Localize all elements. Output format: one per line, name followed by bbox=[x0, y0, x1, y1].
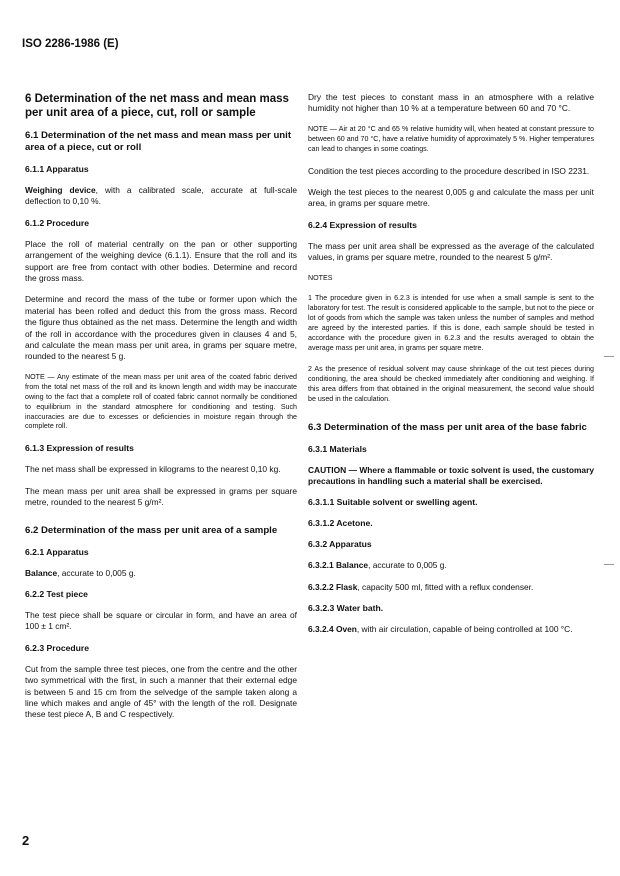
note-1: 1 The procedure given in 6.2.3 is intended for use when a small sample is sent to the laboratory for test. The result is considered applicable to the sample, but not to the piece or lot of goods from which the sample was taken unless the number of samples and method are agreed by the interested parties. If this is done, each sample should be tested in accordance with the procedure given in 6.2.3 and the results averaged to obtain the average mass per unit area, in grams per square metre. bbox=[308, 294, 594, 352]
notes-label: NOTES bbox=[308, 273, 333, 282]
balance-text: , accurate to 0,005 g. bbox=[57, 567, 136, 578]
document-header: ISO 2286-1986 (E) bbox=[22, 38, 119, 50]
item-6-3-2-2 bbox=[308, 582, 594, 593]
procedure-note: NOTE — Any estimate of the mean mass per unit area of the coated fabric derived from the total net mass of the roll and its known length and width may be inaccurate owing to the fact that a complete roll of coated fabric cannot normally be conditioned to equilibrium in the standard atmosphere for conditioning and testing. Such inaccuracies are due to excesses or deficiencies in moisture regain through the complete roll. bbox=[25, 372, 297, 431]
item-6-3-2-1-text: , accurate to 0,005 g. bbox=[368, 560, 447, 571]
balance-term: Balance bbox=[25, 567, 58, 578]
section-6-3-2-title: 6.3.2 Apparatus bbox=[308, 539, 372, 550]
section-6-2-1-title: 6.2.1 Apparatus bbox=[25, 546, 89, 557]
dry-paragraph: Dry the test pieces to constant mass in an atmosphere with a relative humidity not higher than 10 % at a temperature between 60 and 70 °C. bbox=[308, 92, 594, 114]
item-6-3-2-4-label: 6.3.2.4 Oven bbox=[308, 624, 357, 635]
item-6-3-2-2-text: , capacity 500 ml, fitted with a reflux condenser. bbox=[357, 581, 534, 592]
weighing-device-text: , with a calibrated scale, accurate at full-scale deflection to 0,10 %. bbox=[25, 185, 297, 207]
test-piece-paragraph: The test piece shall be square or circular in form, and have an area of 100 ± 1 cm². bbox=[25, 609, 297, 632]
condition-paragraph: Condition the test pieces according to the procedure described in ISO 2231. bbox=[308, 165, 590, 176]
item-6-3-2-1-label: 6.3.2.1 Balance bbox=[308, 560, 369, 571]
expression-paragraph: The mass per unit area shall be expressed as the average of the calculated values, in grams per square metre, rounded to the nearest 5 g/m². bbox=[308, 240, 594, 263]
weighing-device-paragraph bbox=[25, 185, 297, 208]
net-mass-paragraph: The net mass shall be expressed in kilograms to the nearest 0,10 kg. bbox=[25, 464, 281, 475]
item-6-3-2-3: 6.3.2.3 Water bath. bbox=[308, 603, 384, 614]
right-column bbox=[308, 92, 594, 646]
section-6-1-1-title: 6.1.1 Apparatus bbox=[25, 164, 89, 174]
procedure-paragraph-2: Determine and record the mass of the tube or former upon which the material has been rolled and deduct this from the gross mass. Record the figure thus obtained as the net mass. Determine the length and width of the roll in accordance with the procedures given in clauses 4 and 5, and calculate the mean mass per unit area, in grams per square metre, rounded to the nearest 5 g. bbox=[25, 294, 297, 362]
caution-paragraph: CAUTION — Where a flammable or toxic solvent is used, the customary precautions in handling such a material shall be exercised. bbox=[308, 464, 594, 486]
section-6-2-title: 6.2 Determination of the mass per unit area of a sample bbox=[25, 524, 278, 536]
weighing-device-term: Weighing device bbox=[25, 185, 96, 195]
item-6-3-2-4 bbox=[308, 624, 594, 635]
weigh-paragraph: Weigh the test pieces to the nearest 0,005 g and calculate the mass per unit area, in grams per square metre. bbox=[308, 186, 594, 209]
margin-mark bbox=[604, 564, 614, 565]
section-6-1-3-title: 6.1.3 Expression of results bbox=[25, 443, 134, 454]
section-6-2-4-title: 6.2.4 Expression of results bbox=[308, 219, 417, 230]
section-6-title: 6 Determination of the net mass and mean mass per unit area of a piece, cut, roll or sample bbox=[25, 93, 289, 119]
item-6-3-2-1 bbox=[308, 560, 594, 571]
section-6-3-1-1: 6.3.1.1 Suitable solvent or swelling agent. bbox=[308, 497, 478, 508]
section-6-2-3-title: 6.2.3 Procedure bbox=[25, 642, 90, 653]
section-6-1-2-title: 6.1.2 Procedure bbox=[25, 217, 90, 228]
procedure-paragraph-1: Place the roll of material centrally on the pan or other supporting arrangement of the weighing device (6.1.1). Ensure that the roll and its support are free from contact with other bodies. Determine and record the gross mass. bbox=[25, 238, 297, 284]
section-6-3-1-title: 6.3.1 Materials bbox=[308, 443, 367, 454]
cut-test-pieces-paragraph: Cut from the sample three test pieces, one from the centre and the other two symmetrical with the first, in such a manner that their external edge is between 5 and 15 cm from the selvedge of the sample taken along a line which makes and angle of 45° with the length of the roll. Designate these test piece A, B and C respectively. bbox=[25, 663, 297, 720]
section-6-3-1-2: 6.3.1.2 Acetone. bbox=[308, 518, 373, 529]
section-6-1-title: 6.1 Determination of the net mass and mean mass per unit area of a piece, cut or roll bbox=[25, 130, 292, 153]
section-6-2-2-title: 6.2.2 Test piece bbox=[25, 588, 88, 599]
section-6-3-title: 6.3 Determination of the mass per unit area of the base fabric bbox=[308, 421, 587, 433]
balance-paragraph bbox=[25, 568, 297, 579]
air-note: NOTE — Air at 20 °C and 65 % relative humidity will, when heated at constant pressure to between 60 and 70 °C, have a relative humidity of approximately 5 %. Higher temperatures can lead to changes in some coatings. bbox=[308, 124, 594, 153]
mean-mass-paragraph: The mean mass per unit area shall be expressed in grams per square metre, rounded to the nearest 5 g/m². bbox=[25, 485, 297, 508]
page-number: 2 bbox=[22, 833, 30, 848]
note-2: 2 As the presence of residual solvent may cause shrinkage of the cut test pieces during conditioning, the area should be checked immediately after conditioning and weighing. If this area differs from that obtained in the original measurement, the second value should be used in the calculation. bbox=[308, 364, 594, 403]
item-6-3-2-2-label: 6.3.2.2 Flask bbox=[308, 581, 358, 592]
item-6-3-2-4-text: , with air circulation, capable of being controlled at 100 °C. bbox=[356, 624, 573, 635]
left-column bbox=[25, 92, 297, 731]
margin-mark bbox=[604, 356, 614, 357]
